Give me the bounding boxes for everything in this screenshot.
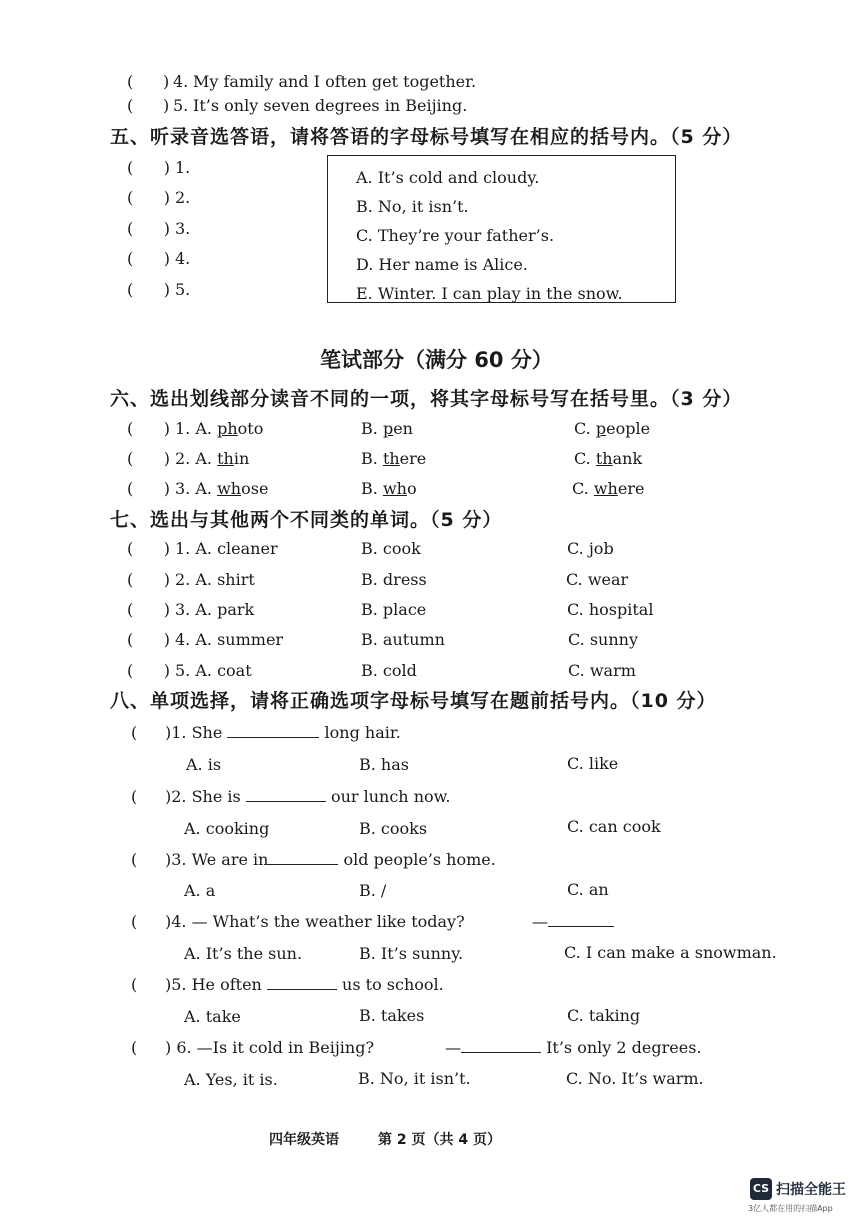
question-number: 5. — [173, 96, 189, 115]
option-a: 2. A. shirt — [175, 570, 255, 589]
option-c: C. No. It’s warm. — [566, 1069, 704, 1088]
answer-paren-close: ) — [163, 96, 170, 115]
answer-paren[interactable]: ( ) — [127, 419, 170, 438]
fill-blank[interactable] — [227, 723, 319, 738]
footer-subject: 四年级英语 — [269, 1132, 339, 1148]
question-number: 3. — [175, 219, 191, 238]
section-title: 六、选出划线部分读音不同的一项，将其字母标号写在括号里。（3 分） — [110, 388, 743, 410]
option-b: B. dress — [361, 570, 427, 589]
option-b: B. place — [361, 600, 427, 619]
camscanner-logo-icon: CS — [750, 1178, 772, 1200]
option-b: B. No, it isn’t. — [358, 1069, 471, 1088]
option-c: C. job — [567, 539, 614, 558]
question-stem: )4. — What’s the weather like today? — [165, 912, 465, 931]
answer-line: — — [532, 912, 614, 931]
option-c: C. can cook — [567, 817, 661, 836]
question-stem: )2. She is our lunch now. — [165, 787, 451, 806]
option-c: C. thank — [574, 449, 643, 468]
answer-paren[interactable]: ( ) — [127, 280, 170, 299]
option-b: B. pen — [361, 419, 413, 438]
option-b: B. autumn — [361, 630, 445, 649]
answer-paren[interactable]: ( ) — [127, 479, 170, 498]
question-stem: )5. He often us to school. — [165, 975, 444, 994]
answer-paren[interactable]: ( ) — [127, 630, 170, 649]
option-a: A. a — [184, 881, 216, 900]
answer-paren[interactable]: ( — [131, 912, 138, 931]
section-title: 七、选出与其他两个不同类的单词。（5 分） — [110, 509, 503, 531]
answer-paren-close: ) — [163, 72, 170, 91]
answer-paren[interactable]: ( — [127, 72, 134, 91]
question-number: 5. — [175, 280, 191, 299]
option-a: 2. A. thin — [175, 449, 250, 468]
option-b: B. has — [359, 755, 409, 774]
option-b: B. cook — [361, 539, 421, 558]
fill-blank[interactable] — [548, 912, 614, 927]
footer-page: 第 2 页（共 4 页） — [378, 1132, 501, 1148]
option-b: B. It’s sunny. — [359, 944, 464, 963]
option-a: A. cooking — [184, 819, 270, 838]
option-b: B. cooks — [359, 819, 428, 838]
answer-option: D. Her name is Alice. — [356, 255, 528, 274]
answer-paren[interactable]: ( — [127, 96, 134, 115]
answer-paren[interactable]: ( — [131, 850, 138, 869]
option-a: A. is — [186, 755, 222, 774]
written-part-title: 笔试部分（满分 60 分） — [320, 348, 553, 372]
answer-paren[interactable]: ( ) — [127, 600, 170, 619]
option-b: B. who — [361, 479, 417, 498]
question-number: 2. — [175, 188, 191, 207]
answer-paren[interactable]: ( ) — [127, 188, 170, 207]
answer-line: — It’s only 2 degrees. — [445, 1038, 702, 1057]
answer-paren[interactable]: ( — [131, 787, 138, 806]
option-c: C. like — [567, 754, 619, 773]
option-a: 4. A. summer — [175, 630, 284, 649]
question-text: It’s only seven degrees in Beijing. — [193, 96, 468, 115]
answer-paren[interactable]: ( ) — [127, 570, 170, 589]
option-b: B. / — [359, 881, 387, 900]
question-text: My family and I often get together. — [193, 72, 477, 91]
option-c: C. hospital — [567, 600, 654, 619]
fill-blank[interactable] — [461, 1038, 541, 1053]
question-number: 4. — [175, 249, 191, 268]
watermark-name: 扫描全能王 — [776, 1182, 846, 1198]
option-a: 1. A. photo — [175, 419, 264, 438]
answer-paren[interactable]: ( ) — [127, 219, 170, 238]
option-a: A. Yes, it is. — [184, 1070, 278, 1089]
answer-option: A. It’s cold and cloudy. — [356, 168, 540, 187]
option-a: 1. A. cleaner — [175, 539, 278, 558]
section-title: 五、听录音选答语，请将答语的字母标号填写在相应的括号内。（5 分） — [110, 126, 743, 148]
watermark-tagline: 3亿人都在用的扫描App — [748, 1204, 833, 1213]
option-a: 3. A. whose — [175, 479, 269, 498]
option-c: C. where — [572, 479, 645, 498]
option-b: B. cold — [361, 661, 417, 680]
option-c: C. sunny — [568, 630, 639, 649]
fill-blank[interactable] — [246, 787, 326, 802]
option-b: B. takes — [359, 1006, 425, 1025]
answer-option: C. They’re your father’s. — [356, 226, 555, 245]
answer-paren[interactable]: ( ) — [127, 158, 170, 177]
answer-paren[interactable]: ( ) — [127, 449, 170, 468]
question-number: 4. — [173, 72, 189, 91]
question-stem: )3. We are in old people’s home. — [165, 850, 496, 869]
answer-option: E. Winter. I can play in the snow. — [356, 284, 623, 303]
answer-option: B. No, it isn’t. — [356, 197, 469, 216]
option-b: B. there — [361, 449, 427, 468]
option-a: A. It’s the sun. — [184, 944, 303, 963]
option-c: C. wear — [566, 570, 629, 589]
answer-paren[interactable]: ( — [131, 1038, 138, 1057]
answer-paren[interactable]: ( ) — [127, 539, 170, 558]
option-a: 3. A. park — [175, 600, 255, 619]
question-stem: ) 6. —Is it cold in Beijing? — [165, 1038, 375, 1057]
answer-paren[interactable]: ( — [131, 723, 138, 742]
fill-blank[interactable] — [268, 850, 338, 865]
fill-blank[interactable] — [267, 975, 337, 990]
answer-paren[interactable]: ( ) — [127, 249, 170, 268]
section-title: 八、单项选择，请将正确选项字母标号填写在题前括号内。（10 分） — [110, 690, 717, 712]
option-c: C. an — [567, 880, 609, 899]
option-c: C. warm — [568, 661, 636, 680]
option-a: 5. A. coat — [175, 661, 252, 680]
question-stem: )1. She long hair. — [165, 723, 401, 742]
option-c: C. people — [574, 419, 651, 438]
option-a: A. take — [184, 1007, 241, 1026]
answer-paren[interactable]: ( — [131, 975, 138, 994]
option-c: C. taking — [567, 1006, 641, 1025]
question-number: 1. — [175, 158, 191, 177]
option-c: C. I can make a snowman. — [564, 943, 777, 962]
answer-paren[interactable]: ( ) — [127, 661, 170, 680]
